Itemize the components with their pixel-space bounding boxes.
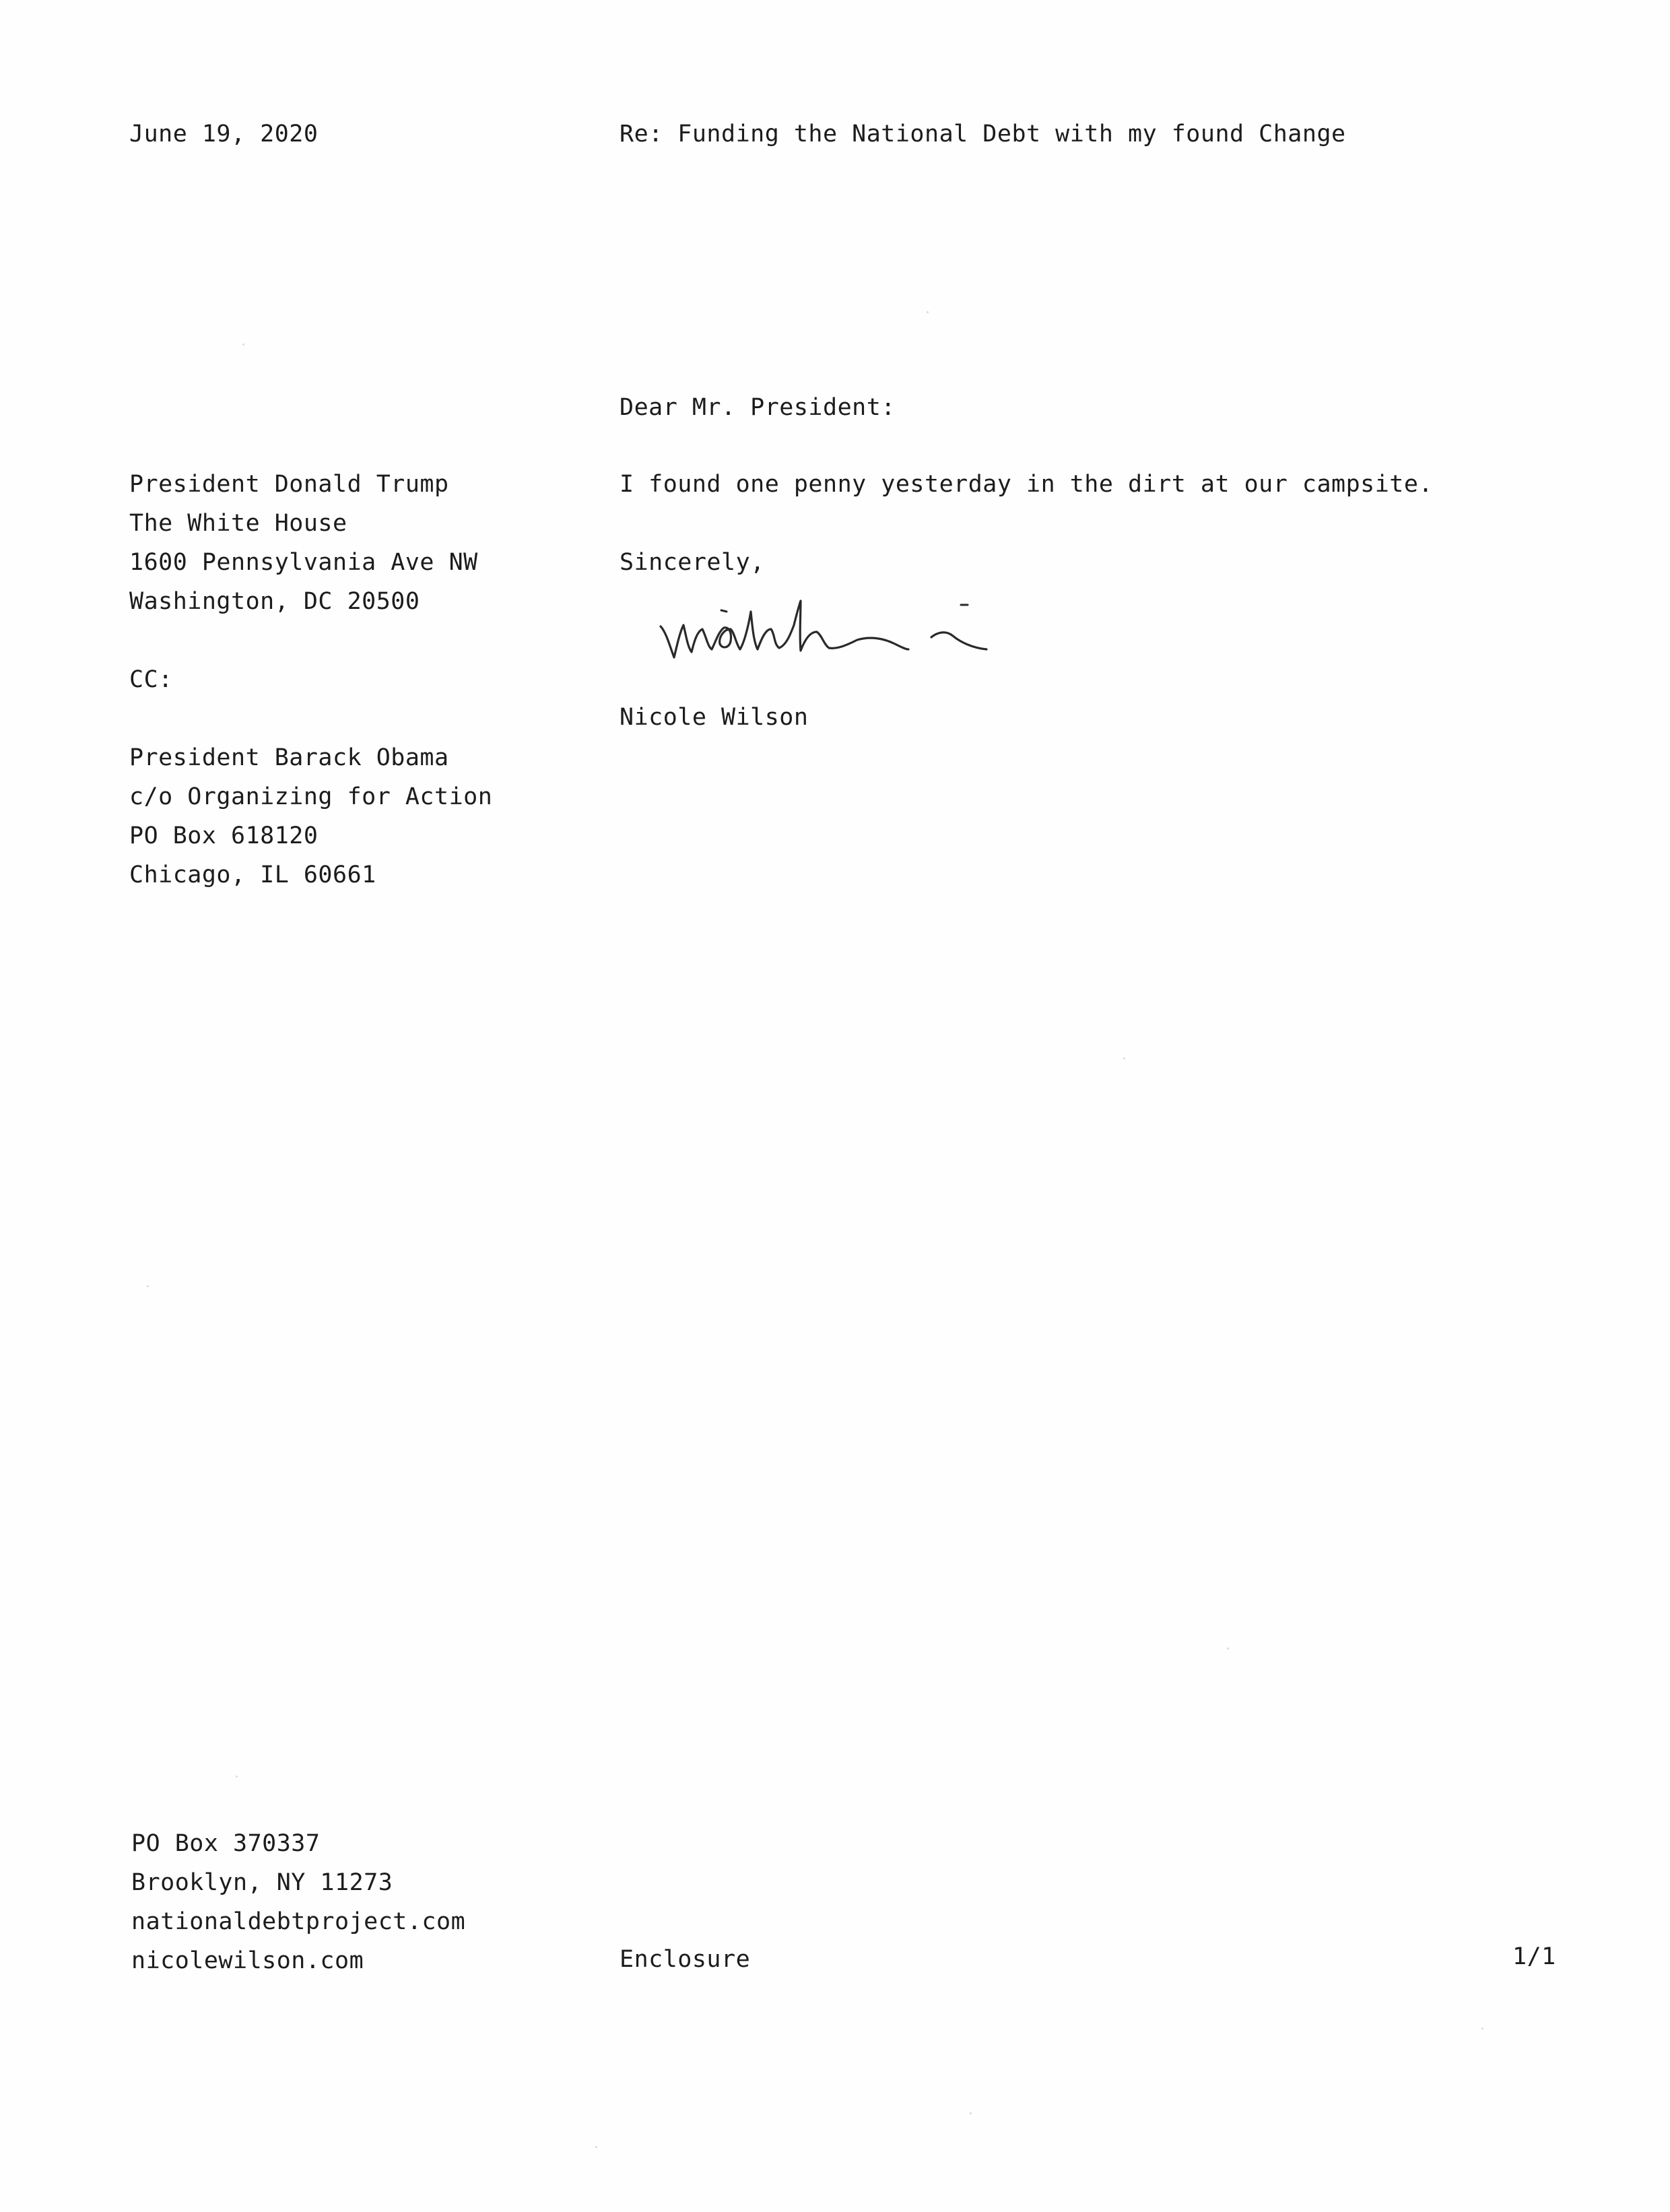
recipient-line: 1600 Pennsylvania Ave NW [129, 549, 478, 576]
letter-subject: Re: Funding the National Debt with my found Change [620, 121, 1346, 148]
letter-date: June 19, 2020 [129, 121, 319, 148]
scan-speck [1123, 1058, 1125, 1060]
signer-name: Nicole Wilson [620, 704, 809, 731]
page-number: 1/1 [1512, 1943, 1556, 1970]
cc-line: c/o Organizing for Action [129, 783, 493, 810]
cc-line: President Barack Obama [129, 744, 449, 771]
cc-label: CC: [129, 666, 173, 693]
recipient-line: Washington, DC 20500 [129, 588, 420, 615]
scan-speck [927, 311, 929, 313]
scan-speck [1227, 1648, 1229, 1650]
scan-speck [1481, 2027, 1483, 2029]
scan-speck [595, 2146, 597, 2148]
cc-address [129, 738, 492, 894]
recipient-line: The White House [129, 510, 347, 537]
cc-line: PO Box 618120 [129, 822, 319, 849]
sender-line: PO Box 370337 [131, 1830, 321, 1857]
handwritten-signature [657, 585, 1007, 679]
scan-speck [147, 1285, 149, 1287]
scan-speck [242, 344, 244, 346]
scan-speck [236, 1776, 238, 1778]
letter-body: I found one penny yesterday in the dirt at our campsite. [620, 471, 1434, 498]
sender-address [131, 1824, 465, 1980]
recipient-address [129, 465, 478, 621]
sender-line: Brooklyn, NY 11273 [131, 1869, 393, 1896]
cc-line: Chicago, IL 60661 [129, 861, 376, 888]
scan-speck [970, 2112, 972, 2114]
enclosure-note: Enclosure [620, 1946, 751, 1973]
recipient-line: President Donald Trump [129, 471, 449, 498]
letter-closing: Sincerely, [620, 549, 765, 576]
sender-line: nationaldebtproject.com [131, 1908, 466, 1935]
letter-salutation: Dear Mr. President: [620, 394, 896, 421]
sender-line: nicolewilson.com [131, 1947, 364, 1974]
